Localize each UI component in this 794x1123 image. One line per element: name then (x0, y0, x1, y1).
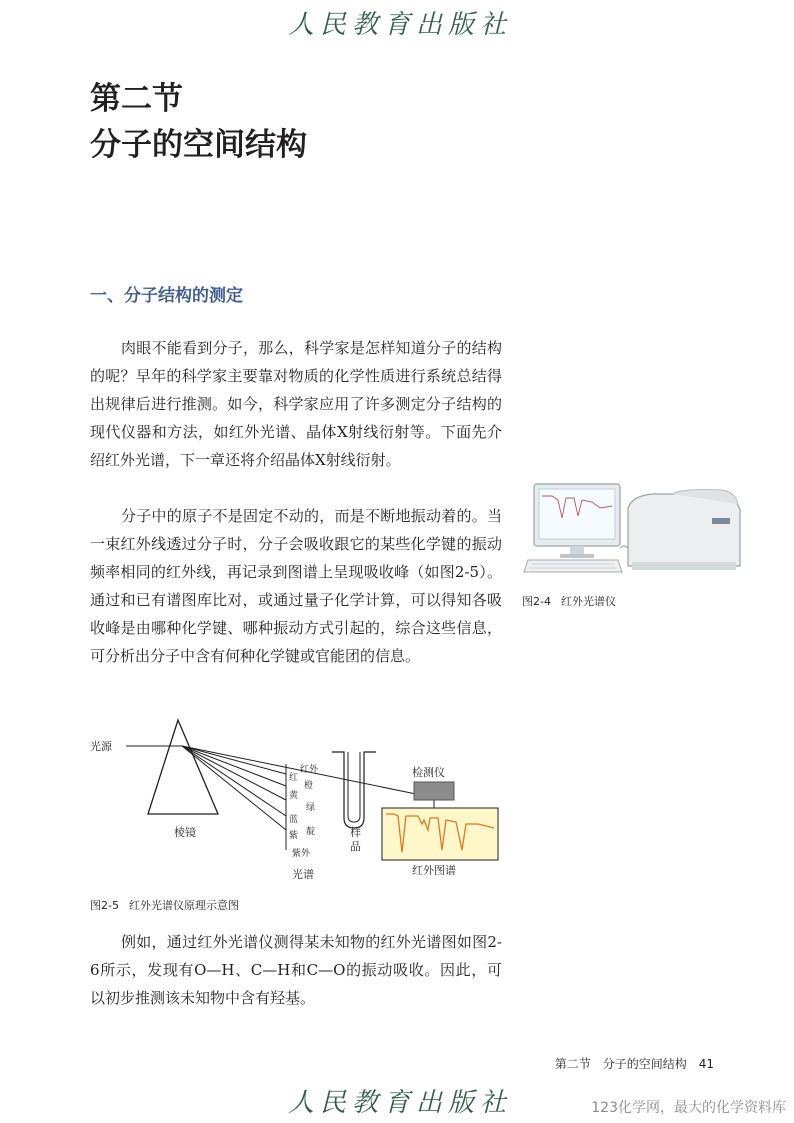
page-footer (555, 1055, 714, 1072)
label-infrared: 红外 (300, 765, 319, 775)
label-light-source: 光源 (90, 740, 112, 753)
label-sample-2: 品 (350, 840, 361, 853)
label-sample-1: 样 (350, 826, 361, 839)
paragraph-2: 分子中的原子不是固定不动的，而是不断地振动着的。当一束红外线透过分子时，分子会吸收跟它的某些化学键的振动频率相同的红外线，再记录到图谱上呈现吸收峰（如图2-5）。通过和已有谱图库比对，或通过量子化学计算，可以得知各吸收峰是由哪种化学键、哪种振动方式引起的，综合这些信息，可分析出分子中含有何种化学键或官能团的信息。 (90, 507, 502, 665)
publisher-logo-bottom: 人民教育出版社 (288, 1088, 513, 1118)
sample-tube (332, 752, 376, 828)
figure-2-5-caption (90, 897, 239, 913)
subsection-heading: 一、分子结构的测定 (90, 286, 243, 306)
section-number: 第二节 (90, 81, 183, 117)
paragraph-3: 例如，通过红外光谱仪测得某未知物的红外光谱图如图2-6所示，发现有O—H、C—H和C—O的振动吸收。因此，可以初步推测该未知物中含有羟基。 (90, 933, 502, 1007)
label-orange: 橙 (304, 781, 314, 791)
page-number: 41 (698, 1057, 714, 1071)
label-prism: 棱镜 (174, 826, 196, 839)
ir-principle-diagram (86, 712, 506, 888)
label-ultraviolet: 紫外 (292, 849, 311, 859)
watermark-text: 123化学网，最大的化学资料库 (591, 1100, 786, 1116)
label-blue: 蓝 (289, 815, 299, 825)
section-title-block (90, 76, 307, 168)
figure-2-4-title: 红外光谱仪 (560, 595, 616, 608)
running-head: 第二节 分子的空间结构 (554, 1057, 687, 1071)
label-cyan: 靛 (306, 827, 316, 837)
figure-2-5-title: 红外光谱仪原理示意图 (128, 899, 239, 912)
ir-spectrometer-illustration (522, 478, 752, 583)
label-green: 绿 (306, 803, 316, 813)
figure-2-4-number: 图2-4 (522, 595, 551, 608)
paragraph-1: 肉眼不能看到分子，那么，科学家是怎样知道分子的结构的呢？早年的科学家主要靠对物质的化学性质进行系统总结得出规律后进行推测。如今，科学家应用了许多测定分子结构的现代仪器和方法，如红外光谱、晶体X射线衍射等。下面先介绍红外光谱，下一章还将介绍晶体X射线衍射。 (90, 339, 502, 469)
dispersed-rays (182, 746, 416, 830)
publisher-logo-top: 人民教育出版社 (288, 10, 513, 40)
label-violet: 紫 (289, 831, 299, 841)
detector-box (414, 782, 454, 800)
figure-2-5-number: 图2-5 (90, 899, 119, 912)
label-ir-spectrum: 红外图谱 (412, 864, 456, 877)
label-spectrum: 光谱 (292, 868, 314, 881)
label-yellow: 黄 (289, 791, 299, 801)
label-detector: 检测仪 (412, 766, 445, 779)
section-title: 分子的空间结构 (90, 127, 307, 163)
label-red: 红 (289, 773, 299, 783)
figure-2-4-caption (522, 593, 616, 609)
